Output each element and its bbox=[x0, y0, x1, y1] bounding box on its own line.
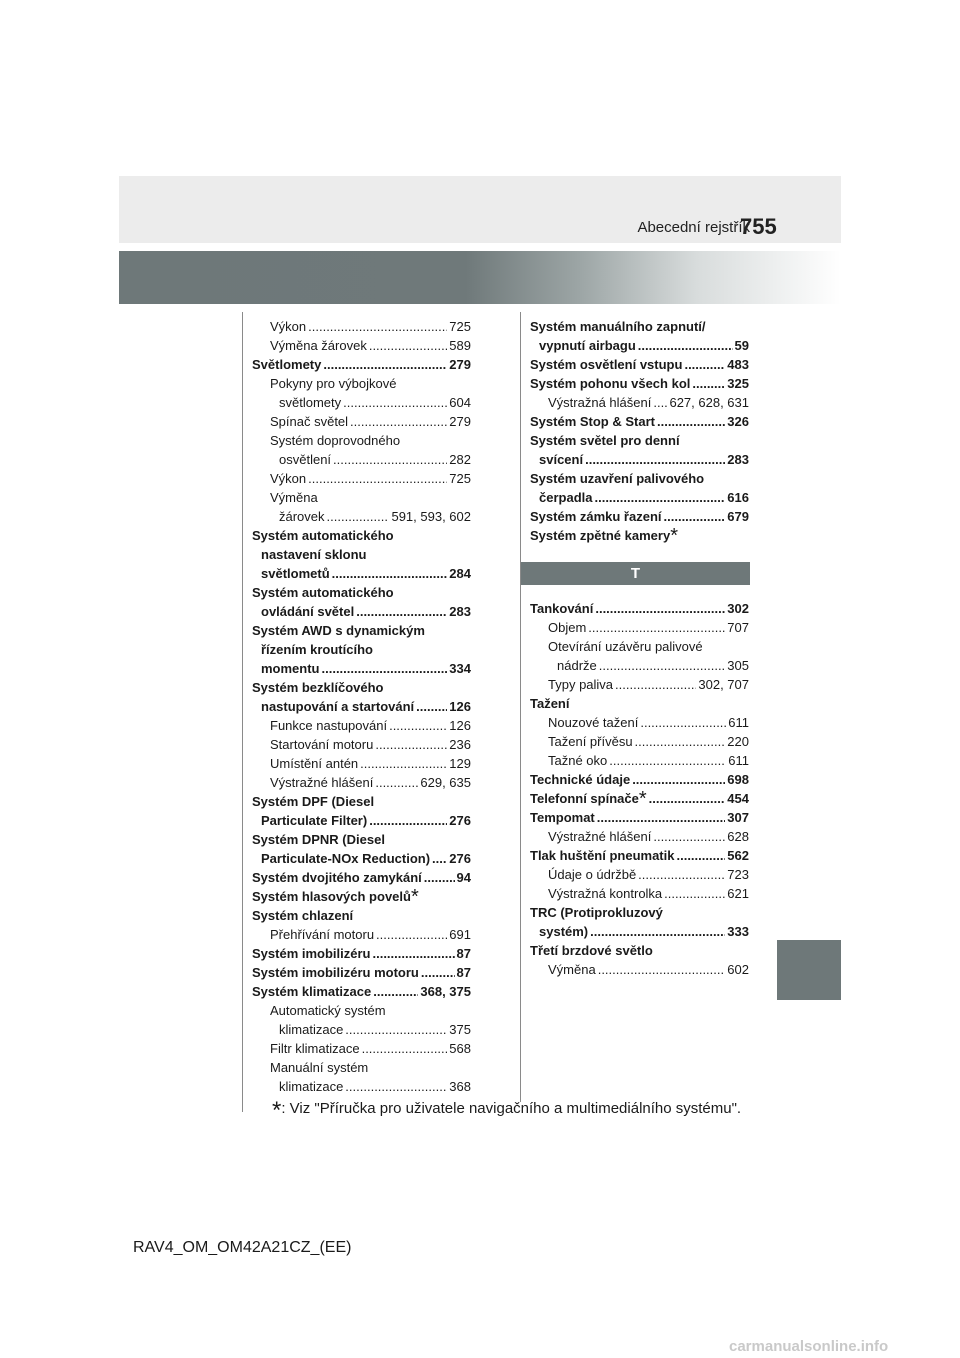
dot-leader bbox=[640, 713, 726, 732]
index-entry-label: světlomety bbox=[279, 395, 342, 410]
index-entry bbox=[530, 865, 749, 884]
index-entry-label: Systém klimatizace bbox=[252, 984, 372, 999]
index-entry-label: Tlak huštění pneumatik bbox=[530, 848, 675, 863]
index-entry bbox=[252, 374, 471, 412]
index-entry-label: Technické údaje bbox=[530, 772, 631, 787]
dot-leader bbox=[676, 846, 725, 865]
dot-leader bbox=[327, 507, 390, 526]
index-entry-label: Typy paliva bbox=[548, 677, 614, 692]
footnote-star: * bbox=[272, 1097, 282, 1124]
watermark: carmanualsonline.info bbox=[729, 1338, 889, 1355]
index-entry-pages: 279 bbox=[449, 414, 471, 429]
dot-leader bbox=[595, 599, 725, 618]
index-entry bbox=[530, 393, 749, 412]
dot-leader bbox=[376, 925, 447, 944]
index-entry-pages: 454 bbox=[727, 791, 749, 806]
index-entry bbox=[252, 412, 471, 431]
dot-leader bbox=[323, 355, 447, 374]
index-entry-label: Funkce nastupování bbox=[270, 718, 388, 733]
dot-leader bbox=[350, 412, 447, 431]
index-entry-pages: 302, 707 bbox=[698, 677, 749, 692]
index-entry bbox=[252, 868, 471, 887]
index-entry-label: klimatizace bbox=[279, 1022, 344, 1037]
index-entry-pages: 276 bbox=[449, 851, 471, 866]
index-entry-label: Výstražné hlášení bbox=[548, 829, 652, 844]
index-entry-pages: 334 bbox=[449, 661, 471, 676]
footnote bbox=[272, 1097, 742, 1124]
index-entry-pages: 326 bbox=[727, 414, 749, 429]
index-entry-pages: 94 bbox=[456, 870, 471, 885]
dot-leader bbox=[609, 751, 726, 770]
index-entry-pages: 725 bbox=[449, 471, 471, 486]
index-column-1 bbox=[252, 317, 471, 1096]
index-entry-pages: 333 bbox=[727, 924, 749, 939]
index-entry-label: Otevírání uzávěru palivové bbox=[548, 639, 703, 654]
index-entry-pages: 629, 635 bbox=[420, 775, 471, 790]
index-entry-label: TRC (Protiprokluzový bbox=[530, 905, 663, 920]
index-entry-label: Tankování bbox=[530, 601, 594, 616]
dot-leader bbox=[308, 469, 447, 488]
index-entry bbox=[530, 941, 749, 960]
index-entry bbox=[530, 675, 749, 694]
index-entry bbox=[530, 770, 749, 789]
index-entry-label: Objem bbox=[548, 620, 587, 635]
index-entry-label: světlometů bbox=[261, 566, 330, 581]
index-entry-pages: 621 bbox=[727, 886, 749, 901]
index-entry bbox=[530, 599, 749, 618]
index-entry-label: Pokyny pro výbojkové bbox=[270, 376, 397, 391]
dot-leader bbox=[597, 808, 726, 827]
index-entry-label: čerpadla bbox=[539, 490, 593, 505]
dot-leader bbox=[362, 1039, 448, 1058]
index-entry-pages: 87 bbox=[456, 965, 471, 980]
index-entry-pages: 305 bbox=[727, 658, 749, 673]
dot-leader bbox=[373, 982, 418, 1001]
dot-leader bbox=[599, 656, 726, 675]
index-entry-label: Spínač světel bbox=[270, 414, 349, 429]
index-entry bbox=[252, 355, 471, 374]
index-entry bbox=[252, 431, 471, 469]
index-entry-label: osvětlení bbox=[279, 452, 332, 467]
document-id: RAV4_OM_OM42A21CZ_(EE) bbox=[133, 1239, 352, 1256]
index-entry-label: Systém bezklíčového bbox=[252, 680, 384, 695]
index-entry-label: Třetí brzdové světlo bbox=[530, 943, 653, 958]
index-entry-label: Systém pohonu všech kol bbox=[530, 376, 691, 391]
dot-leader bbox=[653, 827, 725, 846]
index-entry-label: Filtr klimatizace bbox=[270, 1041, 360, 1056]
page-number: 755 bbox=[740, 214, 777, 239]
index-entry-label: řízením kroutícího bbox=[261, 642, 373, 657]
index-entry bbox=[252, 716, 471, 735]
index-entry-label: Tažné oko bbox=[548, 753, 608, 768]
index-entry-label: Tempomat bbox=[530, 810, 595, 825]
index-entry-pages: 589 bbox=[449, 338, 471, 353]
index-entry-label: Systém DPNR (Diesel bbox=[252, 832, 385, 847]
index-entry bbox=[530, 713, 749, 732]
dot-leader bbox=[416, 697, 447, 716]
index-entry-label: Systém dvojitého zamykání bbox=[252, 870, 422, 885]
index-entry-label: Systém hlasových povelů bbox=[252, 889, 411, 904]
index-entry bbox=[530, 846, 749, 865]
index-entry bbox=[530, 732, 749, 751]
index-letter-marker: T bbox=[521, 562, 750, 585]
dot-leader bbox=[692, 374, 725, 393]
dot-leader bbox=[345, 1077, 447, 1096]
dot-leader bbox=[421, 963, 455, 982]
decorative-gradient-band bbox=[119, 251, 841, 304]
index-entry-label: Systém automatického bbox=[252, 585, 394, 600]
index-entry bbox=[252, 1058, 471, 1096]
dot-leader bbox=[372, 944, 454, 963]
index-entry-pages: 307 bbox=[727, 810, 749, 825]
index-entry-label: Výkon bbox=[270, 319, 307, 334]
index-entry-pages: 616 bbox=[727, 490, 749, 505]
index-entry bbox=[530, 412, 749, 431]
dot-leader bbox=[343, 393, 447, 412]
index-entry-label: Výstražné hlášení bbox=[270, 775, 374, 790]
dot-leader bbox=[332, 564, 448, 583]
index-entry-pages: 562 bbox=[727, 848, 749, 863]
index-entry-pages: 302 bbox=[727, 601, 749, 616]
dot-leader bbox=[360, 754, 447, 773]
index-entry-label: Tažení přívěsu bbox=[548, 734, 633, 749]
dot-leader bbox=[369, 811, 447, 830]
index-entry bbox=[252, 773, 471, 792]
index-entry-label: Telefonní spínače bbox=[530, 791, 639, 806]
footnote-text: : Viz "Příručka pro uživatele navigačního a multimediálního systému". bbox=[281, 1100, 742, 1117]
index-entry-label: Přehřívání motoru bbox=[270, 927, 375, 942]
index-entry bbox=[252, 925, 471, 944]
index-entry-pages: 628 bbox=[727, 829, 749, 844]
index-entry bbox=[530, 431, 749, 469]
index-entry-label: Výstražná hlášení bbox=[548, 395, 652, 410]
dot-leader bbox=[598, 960, 726, 979]
index-entry-label: žárovek bbox=[279, 509, 325, 524]
index-entry-pages: 284 bbox=[449, 566, 471, 581]
dot-leader bbox=[424, 868, 455, 887]
index-entry-label: momentu bbox=[261, 661, 320, 676]
dot-leader bbox=[615, 675, 696, 694]
index-entry-label: Systém AWD s dynamickým bbox=[252, 623, 425, 638]
index-entry-pages: 602 bbox=[727, 962, 749, 977]
dot-leader bbox=[369, 336, 447, 355]
index-entry bbox=[252, 754, 471, 773]
dot-leader bbox=[638, 865, 725, 884]
index-entry-label: svícení bbox=[539, 452, 584, 467]
index-entry-pages: 725 bbox=[449, 319, 471, 334]
index-entry-pages: 483 bbox=[727, 357, 749, 372]
index-entry bbox=[252, 944, 471, 963]
column-divider bbox=[520, 312, 521, 1102]
index-entry-pages: 325 bbox=[727, 376, 749, 391]
index-entry bbox=[252, 317, 471, 336]
index-entry-label: nastavení sklonu bbox=[261, 547, 367, 562]
index-entry-pages: 282 bbox=[449, 452, 471, 467]
index-entry: Systém hlasových povelů * bbox=[252, 886, 419, 908]
index-entry bbox=[252, 488, 471, 526]
dot-leader bbox=[649, 789, 726, 808]
index-entry-label: Systém Stop & Start bbox=[530, 414, 655, 429]
index-entry bbox=[252, 982, 471, 1001]
index-entry-pages: 279 bbox=[449, 357, 471, 372]
index-entry-pages: 679 bbox=[727, 509, 749, 524]
index-entry-label: Výměna bbox=[270, 490, 318, 505]
index-entry-label: ovládání světel bbox=[261, 604, 355, 619]
dot-leader bbox=[356, 602, 447, 621]
index-entry-label: Systém DPF (Diesel bbox=[252, 794, 375, 809]
index-entry-label: Systém doprovodného bbox=[270, 433, 401, 448]
dot-leader bbox=[432, 849, 447, 868]
index-entry-pages: 591, 593, 602 bbox=[391, 509, 471, 524]
index-entry-label: Umístění antén bbox=[270, 756, 359, 771]
dot-leader bbox=[308, 317, 447, 336]
index-entry-label: Systém chlazení bbox=[252, 908, 354, 923]
index-entry-label: nádrže bbox=[557, 658, 597, 673]
index-entry bbox=[252, 469, 471, 488]
index-entry-label: Tažení bbox=[530, 696, 570, 711]
section-title: Abecední rejstřík bbox=[637, 219, 750, 236]
dot-leader bbox=[322, 659, 448, 678]
index-entry bbox=[530, 694, 749, 713]
index-entry-pages: 723 bbox=[727, 867, 749, 882]
index-entry-label: systém) bbox=[539, 924, 589, 939]
index-entry bbox=[252, 1039, 471, 1058]
index-entry-label: Výměna bbox=[548, 962, 596, 977]
index-entry-label: Startování motoru bbox=[270, 737, 374, 752]
index-entry-label: Světlomety bbox=[252, 357, 322, 372]
index-entry bbox=[252, 1001, 471, 1039]
index-entry bbox=[252, 621, 471, 678]
dot-leader bbox=[375, 773, 418, 792]
index-entry bbox=[252, 735, 471, 754]
index-entry-label: Systém zámku řazení bbox=[530, 509, 662, 524]
dot-leader bbox=[594, 488, 725, 507]
index-entry: Systém zpětné kamery * bbox=[530, 525, 678, 547]
index-entry-pages: 283 bbox=[449, 604, 471, 619]
index-entry-pages: 368 bbox=[449, 1079, 471, 1094]
index-entry-label: nastupování a startování bbox=[261, 699, 415, 714]
dot-leader bbox=[635, 732, 726, 751]
index-entry bbox=[530, 355, 749, 374]
dot-leader bbox=[585, 450, 725, 469]
index-entry bbox=[252, 792, 471, 830]
index-entry-pages: 604 bbox=[449, 395, 471, 410]
dot-leader bbox=[590, 922, 725, 941]
index-entry-pages: 707 bbox=[727, 620, 749, 635]
index-entry-pages: 368, 375 bbox=[420, 984, 471, 999]
index-entry-pages: 627, 628, 631 bbox=[669, 395, 749, 410]
index-entry-label: Automatický systém bbox=[270, 1003, 386, 1018]
index-entry bbox=[252, 336, 471, 355]
index-entry bbox=[530, 507, 749, 526]
index-entry bbox=[530, 637, 749, 675]
dot-leader bbox=[632, 770, 725, 789]
dot-leader bbox=[345, 1020, 447, 1039]
index-entry-label: Systém manuálního zapnutí/ bbox=[530, 319, 706, 334]
index-entry-label: Výstražná kontrolka bbox=[548, 886, 663, 901]
chapter-side-tab bbox=[777, 940, 841, 1000]
index-entry-pages: 87 bbox=[456, 946, 471, 961]
index-entry-pages: 283 bbox=[727, 452, 749, 467]
index-entry-pages: 126 bbox=[449, 699, 471, 714]
index-entry bbox=[252, 963, 471, 982]
index-entry bbox=[530, 827, 749, 846]
index-entry-label: Systém automatického bbox=[252, 528, 394, 543]
dot-leader bbox=[684, 355, 725, 374]
index-entry: Telefonní spínače * ..... 454 bbox=[530, 789, 749, 808]
index-entry bbox=[252, 678, 471, 716]
index-entry-pages: 691 bbox=[449, 927, 471, 942]
index-entry bbox=[530, 960, 749, 979]
index-entry-pages: 375 bbox=[449, 1022, 471, 1037]
index-entry bbox=[252, 830, 471, 868]
index-entry bbox=[252, 583, 471, 621]
dot-leader bbox=[638, 336, 733, 355]
dot-leader bbox=[588, 618, 725, 637]
index-entry-pages: 59 bbox=[734, 338, 749, 353]
index-entry bbox=[252, 526, 471, 583]
dot-leader bbox=[664, 507, 726, 526]
index-entry-pages: 129 bbox=[449, 756, 471, 771]
index-entry-label: vypnutí airbagu bbox=[539, 338, 636, 353]
index-entry-label: Particulate-NOx Reduction) bbox=[261, 851, 431, 866]
index-entry-label: Systém zpětné kamery bbox=[530, 528, 671, 543]
index-entry bbox=[530, 903, 749, 941]
index-entry bbox=[530, 751, 749, 770]
index-entry-label: Particulate Filter) bbox=[261, 813, 368, 828]
index-entry-pages: 568 bbox=[449, 1041, 471, 1056]
index-entry bbox=[530, 317, 749, 355]
index-entry-label: Systém imobilizéru bbox=[252, 946, 371, 961]
index-entry-pages: 236 bbox=[449, 737, 471, 752]
index-entry-label: Údaje o údržbě bbox=[548, 867, 637, 882]
dot-leader bbox=[333, 450, 447, 469]
dot-leader bbox=[375, 735, 447, 754]
index-entry-pages: 611 bbox=[728, 715, 749, 730]
index-entry bbox=[530, 374, 749, 393]
index-entry-label: Manuální systém bbox=[270, 1060, 369, 1075]
index-entry bbox=[530, 884, 749, 903]
index-entry-label: Systém uzavření palivového bbox=[530, 471, 705, 486]
index-entry-pages: 698 bbox=[727, 772, 749, 787]
index-entry-pages: 611 bbox=[728, 753, 749, 768]
index-entry-label: klimatizace bbox=[279, 1079, 344, 1094]
index-entry bbox=[530, 808, 749, 827]
index-entry-pages: 220 bbox=[727, 734, 749, 749]
dot-leader bbox=[657, 412, 725, 431]
index-entry bbox=[252, 906, 471, 925]
index-entry-label: Nouzové tažení bbox=[548, 715, 639, 730]
index-entry-label: Výměna žárovek bbox=[270, 338, 367, 353]
dot-leader bbox=[664, 884, 725, 903]
dot-leader bbox=[653, 393, 667, 412]
index-column-2 bbox=[530, 317, 749, 979]
index-entry-label: Systém imobilizéru motoru bbox=[252, 965, 419, 980]
index-entry-label: Výkon bbox=[270, 471, 307, 486]
index-entry-label: Systém světel pro denní bbox=[530, 433, 680, 448]
column-divider bbox=[242, 312, 243, 1112]
index-entry bbox=[530, 469, 749, 507]
index-entry-pages: 126 bbox=[449, 718, 471, 733]
dot-leader bbox=[389, 716, 447, 735]
index-entry bbox=[530, 618, 749, 637]
index-entry-pages: 276 bbox=[449, 813, 471, 828]
index-entry-label: Systém osvětlení vstupu bbox=[530, 357, 683, 372]
